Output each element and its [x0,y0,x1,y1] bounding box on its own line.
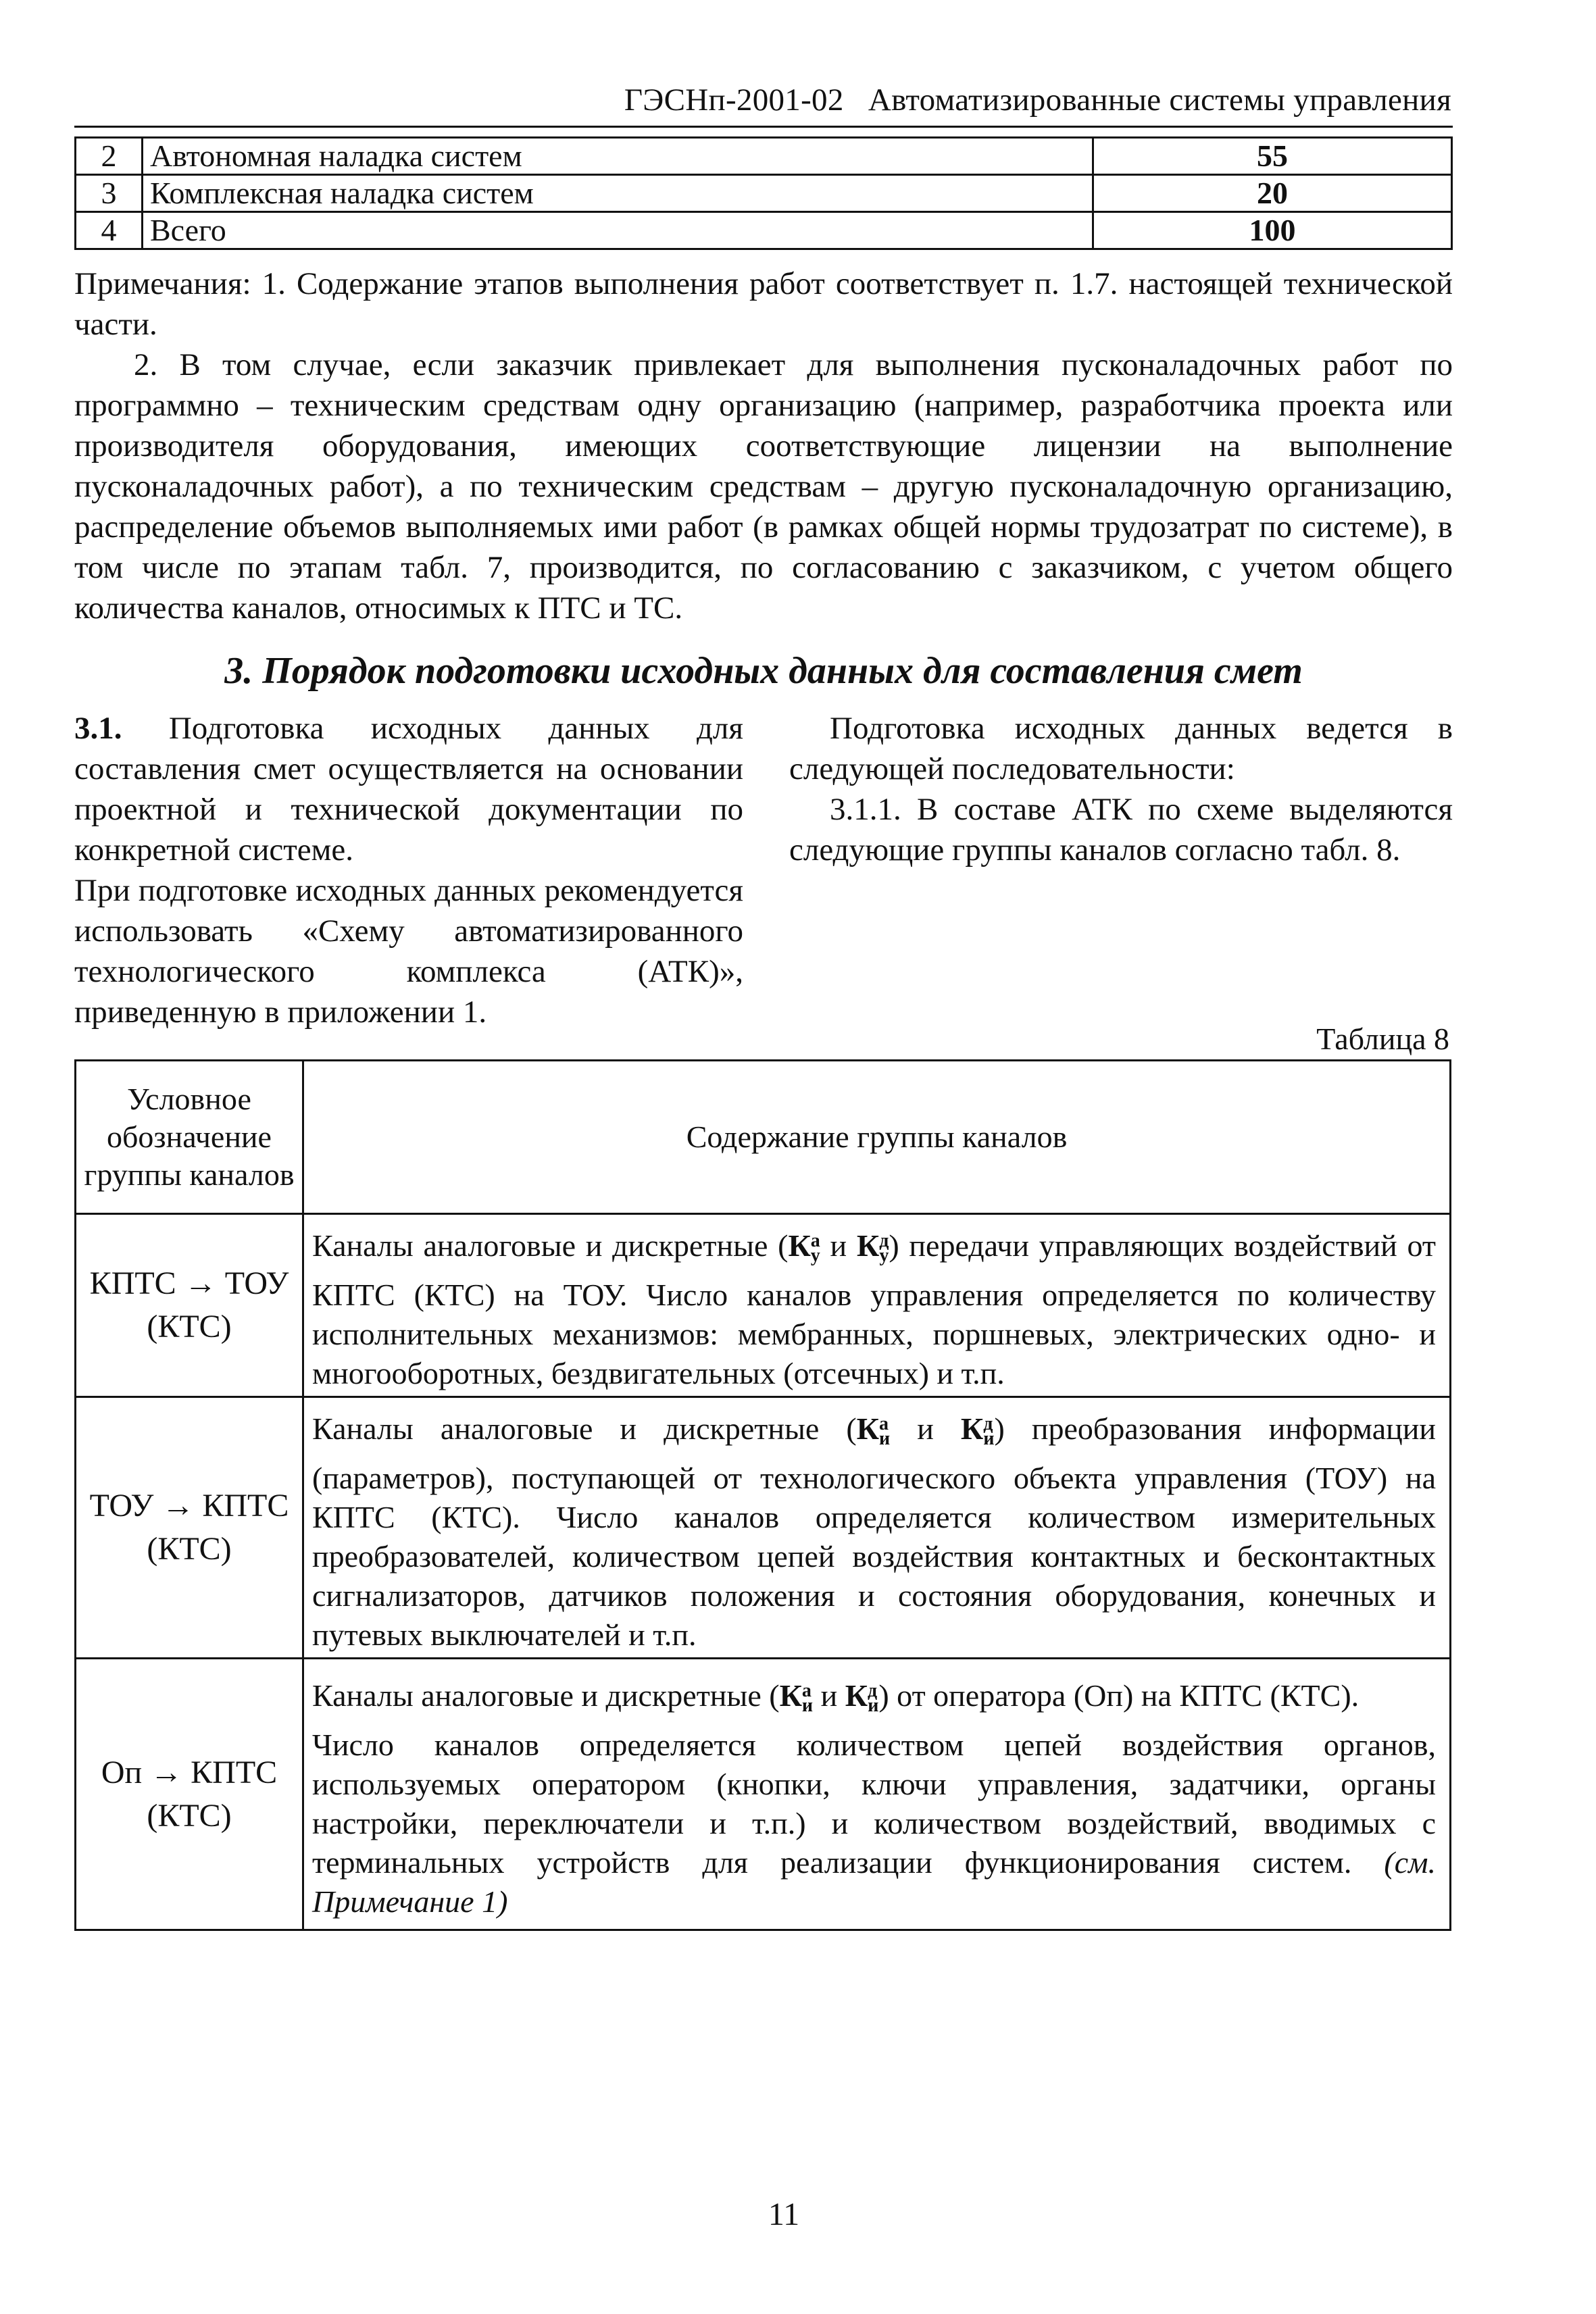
right-column [789,708,1453,870]
code-line: Оп → КПТС [101,1754,278,1790]
channel-group-code [76,1659,303,1930]
header-code: ГЭСНп-2001-02 [624,82,844,118]
k-symbol: $К^а_у$ [788,1228,820,1266]
column-header-content: Содержание группы каналов [303,1061,1451,1214]
header-rule [74,126,1453,128]
code-line: (КТС) [147,1309,232,1344]
stage-number: 2 [76,138,143,175]
notes-block [74,263,1453,628]
stage-name: Комплексная наладка систем [143,175,1093,212]
channel-group-content: Каналы аналоговые и дискретные ($К^а_и$ и $К^д_и$) от оператора (Оп) на КПТС (КТС). Число каналов определяется количеством цепей воздействия органов, используемых оператором (кнопки, ключи управления, задатчики, органы настройки, переключатели и т.п.) и количеством воздействий, вводимых с терминальных устройств для реализации функционирования систем. (см. Примечание 1) [303,1659,1451,1930]
note-1: Примечания: 1. Содержание этапов выполнения работ соответствует п. 1.7. настоящей технической части. [74,266,1453,342]
table-row [76,212,1452,249]
stage-name: Всего [143,212,1093,249]
table-row [76,1659,1451,1930]
k-symbol: $К^д_и$ [960,1411,995,1449]
stages-table [74,136,1453,250]
channel-groups-table [74,1059,1451,1931]
stage-value: 55 [1093,138,1452,175]
page-number: 11 [768,2196,800,2232]
table-row [76,1397,1451,1659]
table-row [76,138,1452,175]
note-reference: (см. Примечание 1) [312,1844,1436,1919]
k-symbol: $К^д_у$ [856,1228,889,1266]
header-title: Автоматизированные системы управления [868,82,1451,118]
table-header-row [76,1061,1451,1214]
running-header [74,80,1451,120]
channel-group-code [76,1214,303,1397]
paragraph-3-1-1: 3.1.1. В составе АТК по схеме выделяются следующие группы каналов согласно табл. 8. [789,792,1453,867]
paragraph-sequence: Подготовка исходных данных ведется в следующей последовательности: [789,711,1453,786]
k-symbol: $К^д_и$ [845,1678,879,1716]
paragraph-text: Подготовка исходных данных для составления смет осуществляется на основании проектной и технической документации по конкретной системе. [74,711,743,867]
table-caption: Таблица 8 [1316,1022,1449,1056]
code-line: КПТС → ТОУ [89,1265,289,1301]
code-line: (КТС) [147,1531,232,1567]
stage-value: 100 [1093,212,1452,249]
stage-number: 3 [76,175,143,212]
table-row [76,1214,1451,1397]
channel-group-content: Каналы аналоговые и дискретные ($К^а_и$ и $К^д_и$) преобразования информации (параметров), поступающей от технологического объекта управления (ТОУ) на КПТС (КТС). Число каналов определяется количеством измерительных преобразователей, количеством цепей воздействия контактных и бесконтактных сигнализаторов, датчиков положения и состояния оборудования, конечных и путевых выключателей и т.п. [303,1397,1451,1659]
left-column [74,708,743,1032]
paragraph-3-1 [74,708,743,870]
section-title: 3. Порядок подготовки исходных данных для составления смет [224,650,1303,692]
stage-value: 20 [1093,175,1452,212]
paragraph-recommend: При подготовке исходных данных рекомендуется использовать «Схему автоматизированного технологического комплекса (АТК)», приведенную в приложении 1. [74,873,743,1030]
code-line: (КТС) [147,1797,232,1834]
table-row [76,175,1452,212]
column-header-code: Условное обозначение группы каналов [76,1061,303,1214]
stage-number: 4 [76,212,143,249]
note-2: 2. В том случае, если заказчик привлекает для выполнения пусконаладочных работ по программно – техническим средствам одну организацию (например, разработчика проекта или производителя оборудования, имеющих соответствующие лицензии на выполнение пусконаладочных работ), а по техническим средствам – другую пусконаладочную организацию, распределение объемов выполняемых ими работ (в рамках общей нормы трудозатрат по системе), в том числе по этапам табл. 7, производится, по согласованию с заказчиком, с учетом общего количества каналов, относимых к ПТС и ТС. [74,347,1453,626]
channel-group-content: Каналы аналоговые и дискретные ($К^а_у$ и $К^д_у$) передачи управляющих воздействий от КПТС (КТС) на ТОУ. Число каналов управления определяется по количеству исполнительных механизмов: мембранных, поршневых, электрических одно- и многооборотных, бездвигательных (отсечных) и т.п. [303,1214,1451,1397]
code-line: ТОУ → КПТС [89,1488,289,1524]
k-symbol: $К^а_и$ [779,1678,814,1716]
stage-name: Автономная наладка систем [143,138,1093,175]
k-symbol: $К^а_и$ [856,1411,891,1449]
paragraph-number: 3.1. [74,711,122,746]
channel-group-code [76,1397,303,1659]
